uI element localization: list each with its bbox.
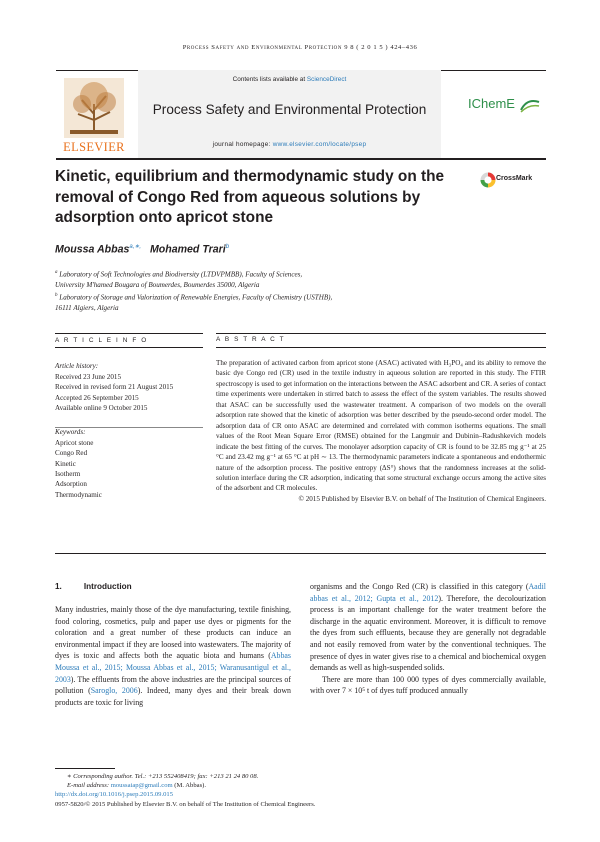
history-item: Available online 9 October 2015 [55,404,148,413]
elsevier-logo-text: ELSEVIER [63,140,125,154]
abstract-text: The preparation of activated carbon from apricot stone (ASAC) activated with H₃PO₄ and its ability to remove the basic dye Congo red (CR) used in the textile industry in aqueous solution are reported in this study. The FTIR spectroscopy is used to get information on the interactions between the ASAC adsorbent and CR. A series of contact time experiments were undertaken in stirred batch to assess the effect of the system variables. The results showed that ASAC can be successfully used the wastewater treatment. A comparison of two models on the overall adsorption rate showed that the kinetic of adsorption was better described by the pseudo-second order model. The adsorption data of CR onto ASAC are determined and correlated with common isotherms equations. The small values of the Root Mean Square Error (RMSE) obtained for the Langmuir and Dubinin–Radushkevich models indicate the best fitting of the curves. The monolayer adsorption capacity of CR is found to be 32.85 mg g⁻¹ at 25 °C and 23.42 mg g⁻¹ at 65 °C at pH ∼ 13. The thermodynamic parameters indicate a spontaneous and endothermic nature of the adsorption process. The positive entropy (ΔS°) shows that the randomness increases at the solid-solution interface during the CR adsorption, indicating that some structural exchange occurs among the active sites of the adsorbent and CR molecules. [216,359,546,493]
icheme-logo-text: IChemE [468,96,515,111]
body-text: Many industries, mainly those of the dye manufacturing, textile finishing, food coloring, cosmetics, pulp and paper use dyes or pigments for the coloration and a great number of these products can induce an environmental impact if they are loosed into wastewaters. The majority of dyes is toxic and affects both the aquatic biota and humans ( [55,605,291,661]
body-text: ). Indeed, many dyes and their break down products are toxic for living [55,686,291,707]
journal-title: Process Safety and Environmental Protection [152,102,427,117]
front-matter-bottom-rule [55,553,546,554]
affiliation-item [55,291,475,303]
issn-copyright-line: 0957-5820/© 2015 Published by Elsevier B.V. on behalf of The Institution of Chemical Engineers. [55,800,316,808]
author-affiliation-marks[interactable]: b [225,244,230,250]
email-line [67,781,545,790]
abstract [216,336,546,503]
article-info-top-rule [55,333,203,334]
body-paragraph: There are more than 100 000 types of dyes commercially available, with over 7 × 10⁵ t of dyes tuff produced annually [310,674,546,696]
body-text: organisms and the Congo Red (CR) is classified in this category ( [310,582,529,591]
article-history-label: Article history: [55,362,99,371]
body-paragraph [310,581,546,674]
affiliation-mark: a [55,270,58,275]
keyword: Congo Red [55,449,88,458]
email-link[interactable]: moussaiap@gmail.com [110,782,173,790]
citation-link[interactable]: Aadil abbas et al., 2012; Gupta et al., 2012 [310,582,546,603]
body-column-left [55,604,291,708]
affiliation-mark: b [55,292,58,298]
doi-link[interactable]: http://dx.doi.org/10.1016/j.psep.2015.09.015 [55,791,174,799]
history-item: Accepted 26 September 2015 [55,393,139,402]
abstract-heading: A B S T R A C T [216,336,286,343]
author-list [55,243,229,256]
author-affiliation-marks[interactable]: a,∗, [129,244,142,250]
keyword: Adsorption [55,480,87,489]
article-title: Kinetic, equilibrium and thermodynamic study on the removal of Congo Red from aqueous solutions by adsorption onto apricot stone [55,168,445,226]
running-head: Process Safety and Environmental Protection 9 8 ( 2 0 1 5 ) 424–436 [182,44,418,51]
body-text: ). The effluents from the above industries are the principal sources of pollution ( [55,674,291,696]
keyword: Isotherm [55,470,81,479]
body-column-right [310,581,546,697]
abstract-top-rule [216,333,546,334]
masthead-bottom-rule [56,158,546,160]
history-item: Received in revised form 21 August 2015 [55,383,174,392]
email-label: E-mail address: [67,782,111,790]
homepage-link[interactable]: www.elsevier.com/locate/psep [272,141,367,148]
article-info [55,336,203,500]
affiliation-item: University M'hamed Bougara of Boumerdes, Boumerdes 35000, Algeria [55,280,260,289]
affiliation-item [55,268,475,280]
copyright-line: © 2015 Published by Elsevier B.V. on behalf of The Institution of Chemical Engineers. [298,494,546,503]
footnote-block [55,768,545,809]
affiliation-item: 16111 Algiers, Algeria [55,303,119,312]
affiliation-line: Laboratory of Soft Technologies and Biodiversity (LTDVPMBB), Faculty of Sciences, [57,270,303,279]
homepage-prefix: journal homepage: [212,141,273,148]
keyword: Kinetic [55,459,76,468]
keyword: Thermodynamic [55,490,102,499]
history-item: Received 23 June 2015 [55,372,121,381]
icheme-logo-icon [519,96,541,114]
body-paragraph [55,604,291,708]
author-name: Moussa Abbas [55,243,130,256]
citation-link[interactable]: Abbas Moussa et al., 2015; Moussa Abbas et al., 2015; Waranusantigul et al., 2003 [55,651,291,684]
section-heading-introduction [55,582,132,591]
author-name: Mohamed Trari [149,243,226,256]
citation-link[interactable]: Saroglo, 2006 [90,686,138,696]
contents-availability [138,76,441,83]
keyword: Apricot stone [55,438,94,447]
contents-prefix: Contents lists available at [232,76,307,83]
footnote-rule [55,768,115,769]
journal-homepage [138,141,441,148]
body-text: ). Therefore, the decolourization process is an important challenge for the water treatment before the discharge in the aquatic environment. Moreover, it is difficult to remove the dyes from such effluents, because they are generally not degradable and not easily removed from water by the conventional techniques. The presence of dyes in water gives rise to a chemical and biochemical oxygen demands as well as high-suspended solids. [310,593,546,673]
keywords-label: Keywords: [55,428,86,437]
affiliation-line: Laboratory of Storage and Valorization of Renewable Energies, Faculty of Chemistry (USTHB), [57,292,333,301]
section-title: Introduction [83,582,132,591]
email-suffix: (M. Abbas). [172,782,206,790]
crossmark-label: CrossMark [496,175,533,182]
corresponding-text: Corresponding author. Tel.: +213 552408419; fax: +213 21 24 80 08. [73,773,259,780]
asterisk-mark: ∗ [67,773,74,780]
sciencedirect-link[interactable]: ScienceDirect [306,76,347,83]
affiliations [55,268,475,313]
article-info-heading: A R T I C L E I N F O [55,337,148,344]
corresponding-author-note [67,772,545,781]
journal-masthead [56,70,546,160]
section-number: 1. [55,582,62,591]
